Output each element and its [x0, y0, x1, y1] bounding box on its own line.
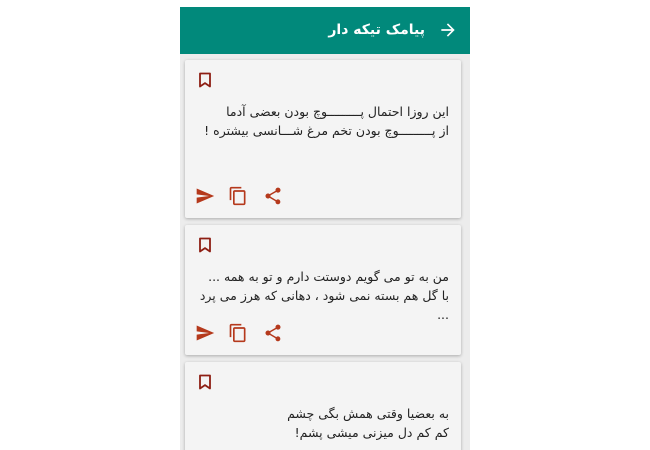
bookmark-icon[interactable]	[198, 374, 212, 390]
share-icon[interactable]	[263, 186, 283, 206]
page-title: پیامک تیکه دار	[328, 22, 425, 38]
message-text: به بعضیا وقتی همش بگی چشم کم کم دل میزنی میشی پشم!	[287, 406, 449, 440]
bookmark-icon[interactable]	[198, 72, 212, 88]
app-bar	[180, 7, 470, 54]
copy-icon[interactable]	[228, 323, 248, 343]
copy-icon[interactable]	[228, 186, 248, 206]
app-screen	[180, 7, 470, 450]
bookmark-icon[interactable]	[198, 237, 212, 253]
card-actions	[185, 323, 305, 345]
message-card	[185, 60, 461, 218]
message-text: من به تو می گویم دوستت دارم و تو به همه ... با گل هم بسته نمی شود ، دهانی که هرز می پرد ...	[199, 269, 449, 322]
arrow-right-icon[interactable]	[438, 20, 458, 40]
card-actions	[185, 186, 305, 208]
share-icon[interactable]	[263, 323, 283, 343]
message-card	[185, 362, 461, 450]
send-icon[interactable]	[195, 323, 215, 343]
message-card	[185, 225, 461, 355]
message-text: این روزا احتمال پـــــــــوچ بودن بعضی آدما از پـــــــــوچ بودن تخم مرغ شـــانسی بیشتره !	[204, 104, 449, 138]
send-icon[interactable]	[195, 186, 215, 206]
